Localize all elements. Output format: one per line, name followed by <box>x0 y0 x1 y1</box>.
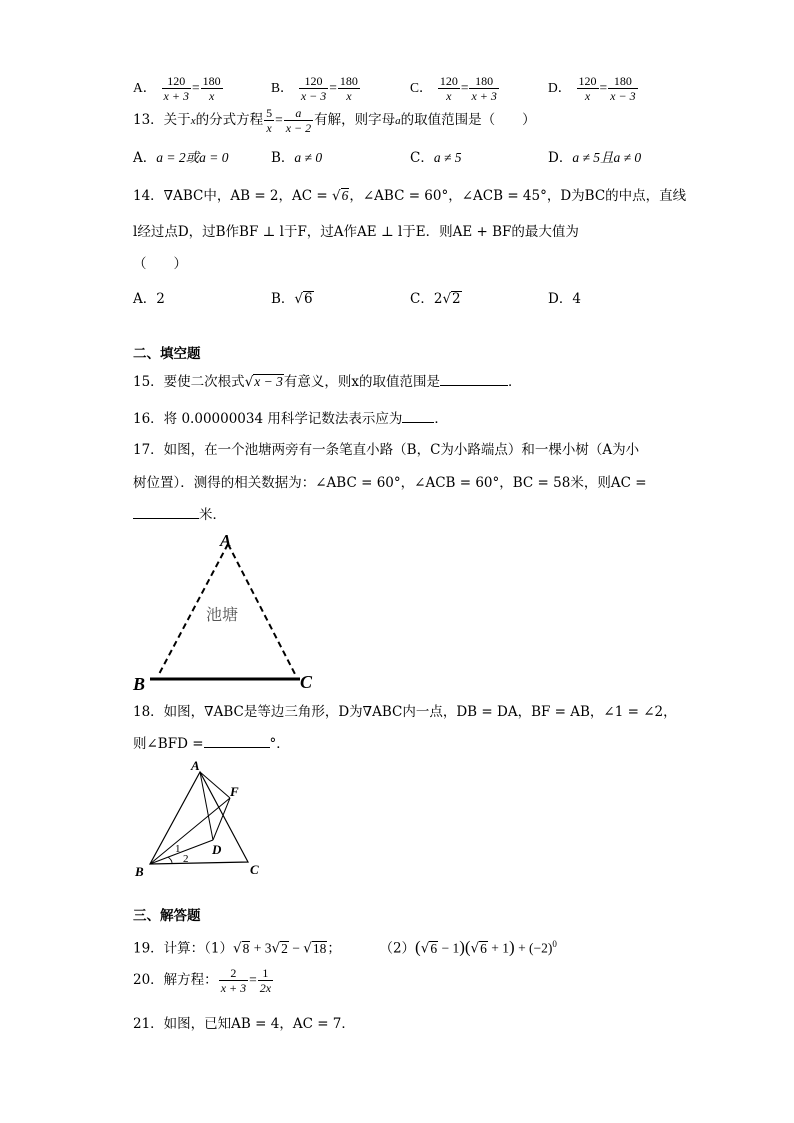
q12-option-a: A． $\frac{120}{x + 3}$ = $\frac{180}{x}$ <box>133 74 221 103</box>
q17-line2: 树位置）．测得的相关数据为：∠ABC = 60°，∠ACB = 60°，BC = 58米，则AC = <box>133 475 647 491</box>
q13-stem: 13．关于x的分式方程 $\frac{5}{x}$ = $\frac{a}{x - 2}$ 有解，则字母a的取值范围是（ ） <box>133 106 536 135</box>
q14-line3: （ ） <box>133 256 187 272</box>
label-b: B <box>133 674 146 694</box>
q13-option-c: C．a ≠ 5 <box>410 150 462 166</box>
section-heading-solutions: 三、解答题 <box>133 908 201 924</box>
fraction: $\frac{2}{x + 3}$ <box>220 966 247 995</box>
q14-option-d: D．4 <box>548 291 581 307</box>
label-c: C <box>300 672 313 692</box>
label-angle-1: 1 <box>175 843 181 855</box>
q14-option-c: C．2√2 <box>410 291 461 307</box>
q18-line2: 则∠BFD = °． <box>133 736 290 752</box>
option-label: A． <box>133 80 157 95</box>
fraction: $\frac{120}{x}$ <box>439 74 458 103</box>
q13-option-d: D．a ≠ 5且a ≠ 0 <box>548 150 642 166</box>
fraction: $\frac{1}{2x}$ <box>259 966 272 995</box>
label-a: A <box>191 758 200 773</box>
q13-option-a: A．a = 2或a = 0 <box>133 150 229 166</box>
equilateral-triangle-figure <box>132 756 272 880</box>
q18-line1: 18．如图，∇ABC是等边三角形，D为∇ABC内一点，DB = DA，BF = AB，∠1 = ∠2， <box>133 704 677 720</box>
radical-sign: √ <box>331 188 341 204</box>
fraction: $\frac{180}{x + 3}$ <box>471 74 497 103</box>
label-b: B <box>135 864 144 879</box>
fraction: $\frac{5}{x}$ <box>266 106 273 135</box>
q16: 16．将 0.00000034 用科学记数法表示应为 ． <box>133 411 448 427</box>
q13-option-b: B．a ≠ 0 <box>271 150 323 166</box>
pond-triangle-figure <box>128 528 328 696</box>
q14-option-b: B．√6 <box>271 291 313 307</box>
option-label: C． <box>410 80 433 95</box>
label-a: A <box>220 531 232 550</box>
q12-option-d: D． $\frac{120}{x}$ = $\frac{180}{x - 3}$ <box>548 74 636 103</box>
answer-blank[interactable] <box>204 734 270 748</box>
fraction: $\frac{180}{x}$ <box>202 74 221 103</box>
angle-arc <box>168 857 172 863</box>
label-d: D <box>212 842 222 857</box>
section-heading-fill-in: 二、填空题 <box>133 346 201 362</box>
fraction: $\frac{180}{x}$ <box>339 74 358 103</box>
q12-option-b: B． $\frac{120}{x - 3}$ = $\frac{180}{x}$ <box>271 74 358 103</box>
q15: 15．要使二次根式√x − 3有意义，则x的取值范围是 ． <box>133 374 522 390</box>
fraction: $\frac{120}{x}$ <box>578 74 597 103</box>
q20: 20．解方程： $\frac{2}{x + 3}$ = $\frac{1}{2x}$ <box>133 966 272 995</box>
answer-blank[interactable] <box>402 409 434 423</box>
segment-fd <box>213 798 230 840</box>
label-f: F <box>230 784 239 799</box>
q14-option-a: A．2 <box>133 291 165 307</box>
q14-line1: 14．∇ABC中，AB = 2，AC = √6，∠ABC = 60°，∠ACB = 45°，D为BC的中点，直线 <box>133 188 687 204</box>
segment-bd <box>150 840 213 864</box>
q12-options <box>133 66 653 103</box>
label-angle-2: 2 <box>183 853 189 865</box>
fraction: $\frac{120}{x - 3}$ <box>300 74 327 103</box>
side-ac-dashed <box>228 544 296 676</box>
q21: 21．如图，已知AB = 4，AC = 7． <box>133 1016 355 1032</box>
label-c: C <box>250 862 259 877</box>
q17-line1: 17．如图，在一个池塘两旁有一条笔直小路（B，C为小路端点）和一棵小树（A为小 <box>133 442 640 458</box>
option-label: B． <box>271 80 294 95</box>
q17-line3: 米． <box>133 505 226 525</box>
option-label: D． <box>548 80 572 95</box>
q19: 19．计算：（1）√8 + 3√2 − √18； $(2)(√6 - 1)(√6 + 1) + (-2)^0$ <box>133 937 557 957</box>
fraction: $\frac{120}{x + 3}$ <box>163 74 189 103</box>
q12-option-c: C． $\frac{120}{x}$ = $\frac{180}{x + 3}$ <box>410 74 497 103</box>
answer-blank[interactable] <box>440 372 508 386</box>
fraction: $\frac{180}{x - 3}$ <box>610 74 636 103</box>
fraction: $\frac{a}{x - 2}$ <box>285 106 312 135</box>
pond-label: 池塘 <box>206 607 239 624</box>
q14-line2: l经过点D，过B作BF ⊥ l于F，过A作AE ⊥ l于E．则AE + BF的最大值为 <box>133 224 579 240</box>
answer-blank[interactable] <box>133 505 199 519</box>
